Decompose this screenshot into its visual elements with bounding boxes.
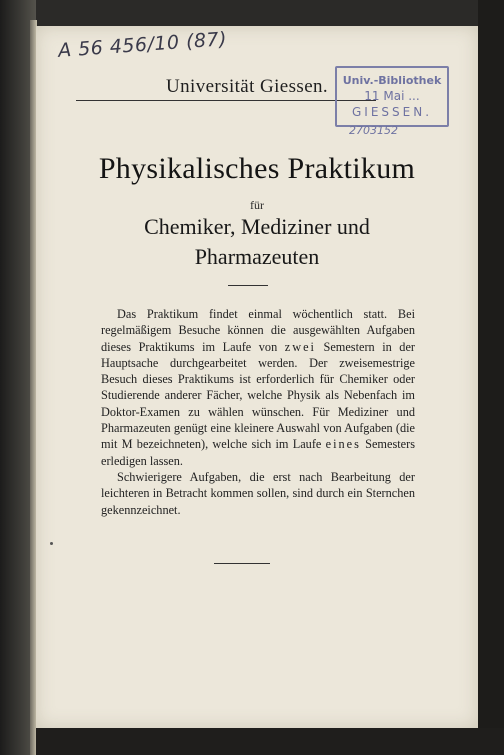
- paragraph-1-emphasis-zwei: zwei: [284, 339, 316, 354]
- paragraph-1-text-c: Semesters erledigen lassen.: [101, 437, 415, 468]
- university-header: Universität Giessen.: [166, 76, 329, 97]
- page-title: Physikalisches Praktikum: [98, 152, 416, 185]
- library-stamp: [335, 66, 449, 127]
- header-rule: [76, 100, 376, 101]
- subtitle-line-2: Pharmazeuten: [194, 244, 320, 269]
- page-speck: [50, 542, 53, 545]
- document-page: [36, 26, 478, 728]
- subtitle-line-1: Chemiker, Mediziner und: [144, 214, 370, 239]
- paragraph-1: [101, 306, 415, 469]
- stamp-city: GIESSEN.: [351, 105, 433, 119]
- background-right: [478, 0, 504, 755]
- divider-top: [228, 285, 268, 286]
- body-text: [101, 306, 415, 518]
- paragraph-1-emphasis-eines: eines: [325, 437, 361, 452]
- background-bottom: [36, 728, 504, 755]
- title-connector: für: [250, 198, 264, 212]
- paragraph-1-text-a: Das Praktikum findet einmal wöchentlich statt. Bei regelmäßigem Besuche können die ausgewählten Aufgaben dieses Praktikums im Laufe von: [101, 307, 415, 354]
- stamp-date: 11 Mai ...: [364, 89, 420, 103]
- stamp-library-name: Univ.-Bibliothek: [342, 74, 442, 87]
- accession-number: 2703152: [349, 124, 398, 137]
- divider-bottom: [214, 563, 270, 564]
- shelfmark-handwritten: A 56 456/10 (87): [57, 28, 228, 62]
- paragraph-1-text-b: Semestern in der Hauptsache durchgearbeitet werden. Der zweisemestrige Besuch dieses Praktikums ist erforderlich für Chemiker oder Studierende anderer Fächer, welche Physik als Nebenfach im Doktor-Examen zu wählen wünschen. Für Mediziner und Pharmazeuten genügt eine kleinere Auswahl von Aufgaben (die mit M bezeichneten), welche sich im Laufe: [101, 339, 415, 452]
- paragraph-2: Schwierigere Aufgaben, die erst nach Bearbeitung der leichteren in Betracht kommen sollen, sind durch ein Sternchen gekennzeichnet.: [101, 469, 415, 517]
